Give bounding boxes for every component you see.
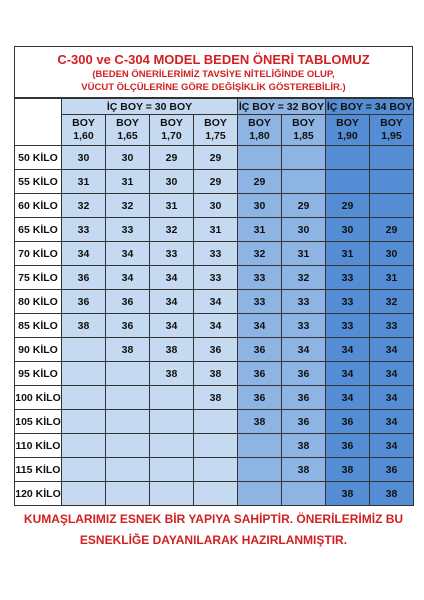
size-cell: [370, 194, 414, 218]
size-cell: [326, 146, 370, 170]
size-cell: 36: [62, 290, 106, 314]
size-cell: 38: [326, 482, 370, 506]
boy-label: BOY: [248, 117, 271, 129]
height-value: 1,85: [293, 130, 314, 142]
height-header-cell: [106, 115, 150, 146]
height-header-row: [15, 115, 414, 146]
size-cell: 32: [62, 194, 106, 218]
size-cell: [150, 434, 194, 458]
size-table: [14, 98, 414, 506]
size-cell: 34: [326, 338, 370, 362]
size-cell: [194, 410, 238, 434]
weight-label: 70 KİLO: [15, 242, 62, 266]
size-cell: 32: [370, 290, 414, 314]
size-cell: [150, 482, 194, 506]
group-label-30: İÇ BOY = 30 BOY: [62, 99, 238, 115]
size-cell: [282, 482, 326, 506]
group-label-32: İÇ BOY = 32 BOY: [238, 100, 325, 113]
size-cell: 34: [150, 290, 194, 314]
size-cell: 36: [326, 434, 370, 458]
weight-label: 120 KİLO: [15, 482, 62, 506]
weight-label: 105 KİLO: [15, 410, 62, 434]
table-row: [15, 170, 414, 194]
size-cell: 31: [150, 194, 194, 218]
weight-label: 60 KİLO: [15, 194, 62, 218]
size-cell: 34: [194, 314, 238, 338]
weight-label: 115 KİLO: [15, 458, 62, 482]
table-row: [15, 482, 414, 506]
size-cell: 38: [370, 482, 414, 506]
boy-label: BOY: [292, 117, 315, 129]
size-cell: [106, 410, 150, 434]
size-cell: 30: [150, 170, 194, 194]
size-cell: 30: [326, 218, 370, 242]
size-cell: 31: [326, 242, 370, 266]
size-cell: 36: [282, 410, 326, 434]
size-cell: 33: [370, 314, 414, 338]
size-cell: 33: [106, 218, 150, 242]
table-row: [15, 386, 414, 410]
table-row: [15, 410, 414, 434]
height-value: 1,90: [337, 130, 358, 142]
size-cell: [106, 434, 150, 458]
table-row: [15, 290, 414, 314]
footer-line-2: ESNEKLİĞE DAYANILARAK HAZIRLANMIŞTIR.: [79, 533, 348, 547]
size-cell: 34: [326, 386, 370, 410]
size-cell: 34: [370, 386, 414, 410]
weight-label: 75 KİLO: [15, 266, 62, 290]
size-cell: 31: [238, 218, 282, 242]
size-cell: 36: [106, 290, 150, 314]
size-cell: 36: [238, 362, 282, 386]
size-cell: [62, 386, 106, 410]
size-cell: [370, 170, 414, 194]
table-row: [15, 458, 414, 482]
size-cell: 29: [150, 146, 194, 170]
weight-label: 95 KİLO: [15, 362, 62, 386]
boy-label: BOY: [336, 117, 359, 129]
size-cell: [62, 434, 106, 458]
size-cell: 30: [282, 218, 326, 242]
weight-label: 100 KİLO: [15, 386, 62, 410]
size-cell: 36: [62, 266, 106, 290]
boy-label: BOY: [160, 117, 183, 129]
size-cell: 31: [194, 218, 238, 242]
table-row: [15, 146, 414, 170]
corner-cell: [15, 99, 62, 146]
size-cell: 34: [150, 314, 194, 338]
size-cell: [326, 170, 370, 194]
height-value: 1,60: [73, 130, 94, 142]
size-cell: 29: [194, 170, 238, 194]
size-cell: 31: [106, 170, 150, 194]
size-cell: 29: [282, 194, 326, 218]
size-cell: 33: [194, 242, 238, 266]
size-cell: 38: [326, 458, 370, 482]
size-cell: 32: [106, 194, 150, 218]
size-cell: 29: [194, 146, 238, 170]
size-table-body: [15, 99, 414, 506]
size-cell: 34: [194, 290, 238, 314]
weight-label: 110 KİLO: [15, 434, 62, 458]
size-cell: 34: [106, 266, 150, 290]
size-cell: [194, 434, 238, 458]
size-cell: 33: [238, 266, 282, 290]
footer-note: [14, 509, 413, 551]
size-cell: 34: [326, 362, 370, 386]
chart-subtitle-line-1: (BEDEN ÖNERİLERİMİZ TAVSİYE NİTELİĞİNDE OLUP,: [92, 69, 335, 80]
size-cell: 36: [194, 338, 238, 362]
size-cell: 38: [238, 410, 282, 434]
size-cell: 38: [106, 338, 150, 362]
weight-label: 65 KİLO: [15, 218, 62, 242]
size-cell: 32: [238, 242, 282, 266]
weight-label: 55 KİLO: [15, 170, 62, 194]
height-value: 1,80: [249, 130, 270, 142]
height-header-cell: [62, 115, 106, 146]
size-cell: 36: [282, 386, 326, 410]
weight-label: 50 KİLO: [15, 146, 62, 170]
size-cell: [62, 458, 106, 482]
size-cell: [282, 146, 326, 170]
chart-title: C-300 ve C-304 MODEL BEDEN ÖNERİ TABLOMUZ: [57, 52, 370, 67]
size-cell: 38: [282, 458, 326, 482]
size-cell: 33: [326, 314, 370, 338]
size-cell: [150, 458, 194, 482]
size-cell: 33: [282, 290, 326, 314]
size-cell: 38: [194, 386, 238, 410]
weight-label: 90 KİLO: [15, 338, 62, 362]
size-cell: [194, 458, 238, 482]
table-row: [15, 266, 414, 290]
size-cell: 36: [326, 410, 370, 434]
size-cell: [62, 482, 106, 506]
size-cell: 30: [370, 242, 414, 266]
boy-label: BOY: [116, 117, 139, 129]
size-cell: 34: [106, 242, 150, 266]
size-cell: 30: [194, 194, 238, 218]
size-cell: 34: [370, 410, 414, 434]
size-cell: 30: [106, 146, 150, 170]
boy-label: BOY: [380, 117, 403, 129]
size-cell: 34: [62, 242, 106, 266]
size-cell: [62, 362, 106, 386]
table-row: [15, 242, 414, 266]
size-cell: 38: [62, 314, 106, 338]
height-header-cell: [282, 115, 326, 146]
table-row: [15, 338, 414, 362]
height-header-cell: [238, 115, 282, 146]
size-cell: 38: [150, 338, 194, 362]
size-cell: 34: [370, 434, 414, 458]
boy-label: BOY: [72, 117, 95, 129]
size-cell: 38: [282, 434, 326, 458]
table-row: [15, 194, 414, 218]
size-cell: 33: [150, 242, 194, 266]
chart-subtitle-line-2: VÜCUT ÖLÇÜLERİNE GÖRE DEĞİŞİKLİK GÖSTEREBİLİR.): [81, 82, 346, 93]
size-chart-sheet: [14, 46, 413, 551]
height-value: 1,65: [117, 130, 138, 142]
size-cell: 34: [370, 362, 414, 386]
size-cell: [62, 338, 106, 362]
size-cell: [238, 458, 282, 482]
group-header-row: [15, 99, 414, 115]
size-cell: 29: [238, 170, 282, 194]
table-row: [15, 362, 414, 386]
size-cell: 33: [194, 266, 238, 290]
size-cell: 33: [62, 218, 106, 242]
group-label-34: İÇ BOY = 34 BOY: [326, 100, 413, 113]
size-cell: 34: [370, 338, 414, 362]
height-value: 1,95: [381, 130, 402, 142]
size-cell: 30: [62, 146, 106, 170]
size-cell: 38: [150, 362, 194, 386]
weight-label: 80 KİLO: [15, 290, 62, 314]
size-cell: [150, 386, 194, 410]
size-cell: 33: [282, 314, 326, 338]
size-cell: 36: [238, 386, 282, 410]
size-cell: 31: [370, 266, 414, 290]
size-cell: 36: [370, 458, 414, 482]
size-cell: [106, 482, 150, 506]
size-cell: [106, 362, 150, 386]
size-cell: [282, 170, 326, 194]
weight-label: 85 KİLO: [15, 314, 62, 338]
table-row: [15, 434, 414, 458]
size-cell: 34: [150, 266, 194, 290]
table-row: [15, 218, 414, 242]
height-value: 1,75: [205, 130, 226, 142]
size-cell: [62, 410, 106, 434]
size-cell: [150, 410, 194, 434]
height-header-cell: [150, 115, 194, 146]
size-cell: [106, 458, 150, 482]
size-cell: [238, 146, 282, 170]
size-cell: 29: [370, 218, 414, 242]
size-cell: [238, 434, 282, 458]
table-row: [15, 314, 414, 338]
size-cell: 30: [238, 194, 282, 218]
size-cell: 33: [326, 266, 370, 290]
size-cell: [238, 482, 282, 506]
footer-line-1: KUMAŞLARIMIZ ESNEK BİR YAPIYA SAHİPTİR. ÖNERİLERİMİZ BU: [23, 512, 404, 526]
size-cell: 29: [326, 194, 370, 218]
boy-label: BOY: [204, 117, 227, 129]
size-cell: 33: [238, 290, 282, 314]
height-header-cell: [194, 115, 238, 146]
size-cell: [370, 146, 414, 170]
size-cell: 31: [282, 242, 326, 266]
size-cell: 33: [326, 290, 370, 314]
size-cell: 36: [282, 362, 326, 386]
size-cell: 32: [282, 266, 326, 290]
height-header-cell: [326, 115, 370, 146]
size-cell: 31: [62, 170, 106, 194]
height-header-cell: [370, 115, 414, 146]
size-cell: [194, 482, 238, 506]
size-cell: 34: [238, 314, 282, 338]
size-cell: 38: [194, 362, 238, 386]
size-cell: 34: [282, 338, 326, 362]
height-value: 1,70: [161, 130, 182, 142]
size-cell: 32: [150, 218, 194, 242]
size-cell: 36: [106, 314, 150, 338]
size-cell: 36: [238, 338, 282, 362]
size-cell: [106, 386, 150, 410]
chart-header: [14, 46, 413, 98]
